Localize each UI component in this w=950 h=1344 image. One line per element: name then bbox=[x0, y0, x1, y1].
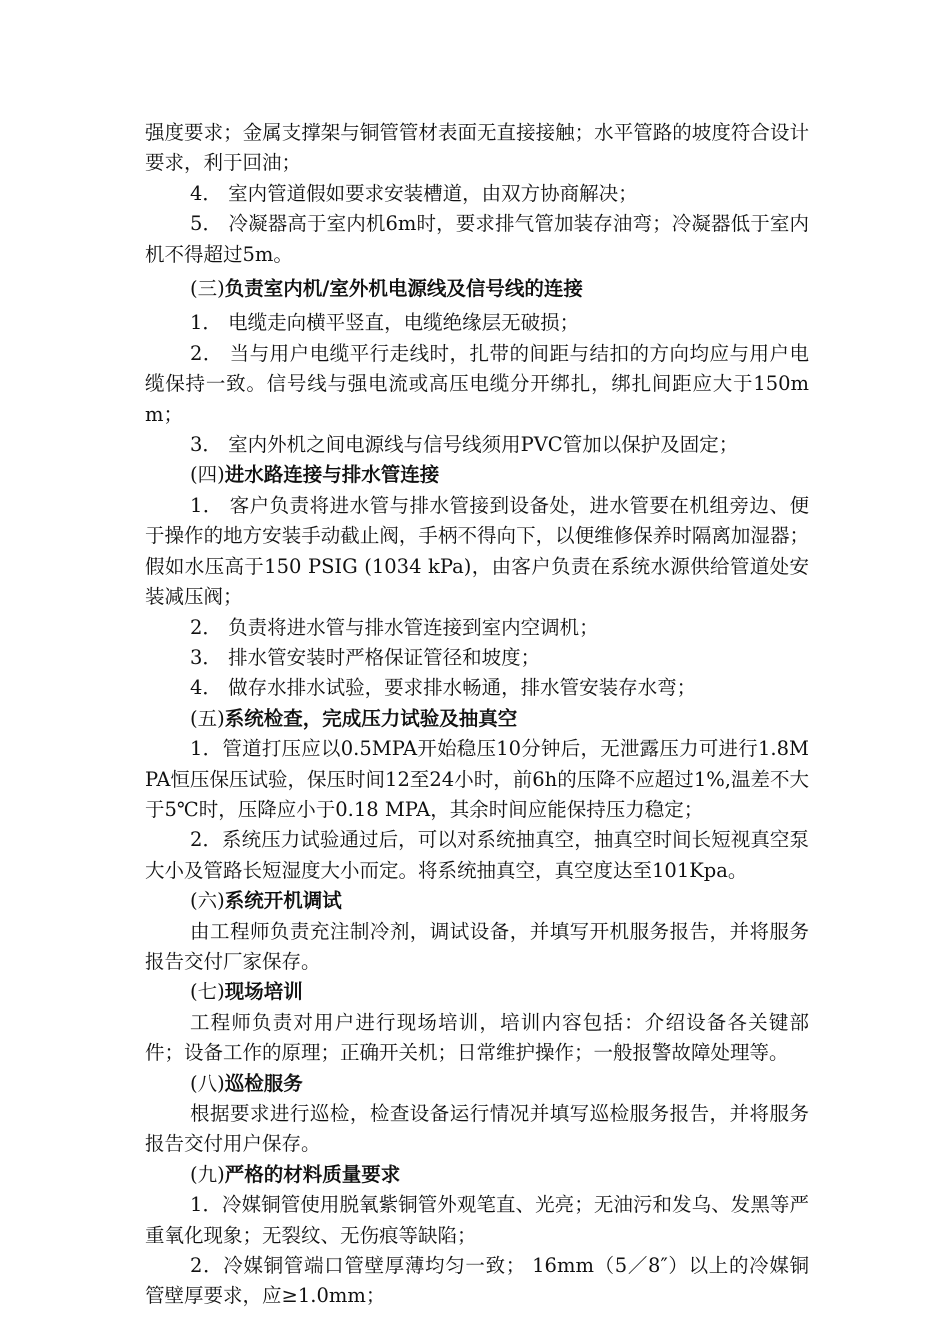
paragraph-inspection: 根据要求进行巡检，检查设备运行情况并填写巡检服务报告，并将服务报告交付用户保存。 bbox=[145, 1102, 809, 1156]
section-number: (八) bbox=[190, 1071, 225, 1095]
section-heading-4 bbox=[145, 460, 809, 490]
section-title: 巡检服务 bbox=[224, 1071, 303, 1095]
paragraph-item-4-trough: 4． 室内管道假如要求安装槽道，由双方协商解决； bbox=[190, 181, 638, 205]
paragraph-commissioning: 由工程师负责充注制冷剂，调试设备，并填写开机服务报告，并将服务报告交付厂家保存。 bbox=[145, 919, 809, 973]
section-number: (四) bbox=[190, 463, 225, 487]
section-number: (五) bbox=[190, 706, 225, 730]
document-page bbox=[145, 118, 809, 1312]
paragraph-copper-appearance: 1．冷媒铜管使用脱氧紫铜管外观笔直、光亮；无油污和发乌、发黑等严重氧化现象；无裂纹、无伤痕等缺陷； bbox=[145, 1193, 809, 1247]
paragraph-connect-ac: 2． 负责将进水管与排水管连接到室内空调机； bbox=[190, 615, 599, 639]
section-title: 系统开机调试 bbox=[224, 889, 342, 913]
paragraph-copper-thickness: 2．冷媒铜管端口管壁厚薄均匀一致； 16mm（5／8″）以上的冷媒铜管壁厚要求，应≥1.0mm； bbox=[145, 1254, 809, 1308]
paragraph-training: 工程师负责对用户进行现场培训，培训内容包括：介绍设备各关键部件；设备工作的原理；正确开关机；日常维护操作；一般报警故障处理等。 bbox=[145, 1010, 809, 1065]
section-number: (三) bbox=[190, 277, 225, 301]
section-heading-6 bbox=[145, 886, 809, 916]
section-number: (九) bbox=[190, 1162, 225, 1186]
section-title: 现场培训 bbox=[224, 980, 303, 1004]
section-title: 负责室内机/室外机电源线及信号线的连接 bbox=[224, 277, 583, 301]
section-heading-7 bbox=[145, 977, 809, 1007]
section-title: 系统检查，完成压力试验及抽真空 bbox=[224, 706, 518, 730]
section-heading-8 bbox=[145, 1069, 809, 1099]
paragraph-cable-routing: 1． 电缆走向横平竖直，电缆绝缘层无破损； bbox=[190, 311, 580, 335]
paragraph-water-inlet: 1． 客户负责将进水管与排水管接到设备处，进水管要在机组旁边、便于操作的地方安装手动截止阀，手柄不得向下，以便维修保养时隔离加湿器；假如水压高于150 PSIG (1034 kPa)，由客户负责在系统水源供给管道处安装减压阀； bbox=[145, 493, 809, 609]
section-title: 严格的材料质量要求 bbox=[224, 1162, 401, 1186]
paragraph-item-5-condenser: 5． 冷凝器高于室内机6m时，要求排气管加装存油弯；冷凝器低于室内机不得超过5m。 bbox=[145, 212, 809, 266]
section-title: 进水路连接与排水管连接 bbox=[224, 463, 440, 487]
paragraph-vacuum: 2．系统压力试验通过后，可以对系统抽真空，抽真空时间长短视真空泵大小及管路长短湿度大小而定。将系统抽真空，真空度达至101Kpa。 bbox=[145, 828, 809, 882]
paragraph-drain-slope: 3． 排水管安装时严格保证管径和坡度； bbox=[190, 645, 541, 669]
paragraph-pvc-protection: 3． 室内外机之间电源线与信号线须用PVC管加以保护及固定； bbox=[190, 433, 739, 457]
paragraph-support-strength: 强度要求；金属支撑架与铜管管材表面无直接接触；水平管路的坡度符合设计要求，利于回油； bbox=[145, 121, 809, 175]
section-heading-9 bbox=[145, 1160, 809, 1190]
section-heading-3 bbox=[145, 274, 809, 304]
section-number: (七) bbox=[190, 980, 225, 1004]
paragraph-drain-test: 4． 做存水排水试验，要求排水畅通，排水管安装存水弯； bbox=[190, 676, 697, 700]
paragraph-cable-parallel: 2． 当与用户电缆平行走线时，扎带的间距与结扣的方向均应与用户电缆保持一致。信号线与强电流或高压电缆分开绑扎，绑扎间距应大于150mm； bbox=[145, 341, 809, 426]
section-heading-5 bbox=[145, 704, 809, 734]
section-number: (六) bbox=[190, 889, 225, 913]
paragraph-pressure-test: 1．管道打压应以0.5MPA开始稳压10分钟后，无泄露压力可进行1.8MPA恒压保压试验，保压时间12至24小时，前6h的压降不应超过1%,温差不大于5℃时，压降应小于0.18 MPA，其余时间应能保持压力稳定； bbox=[145, 737, 809, 821]
